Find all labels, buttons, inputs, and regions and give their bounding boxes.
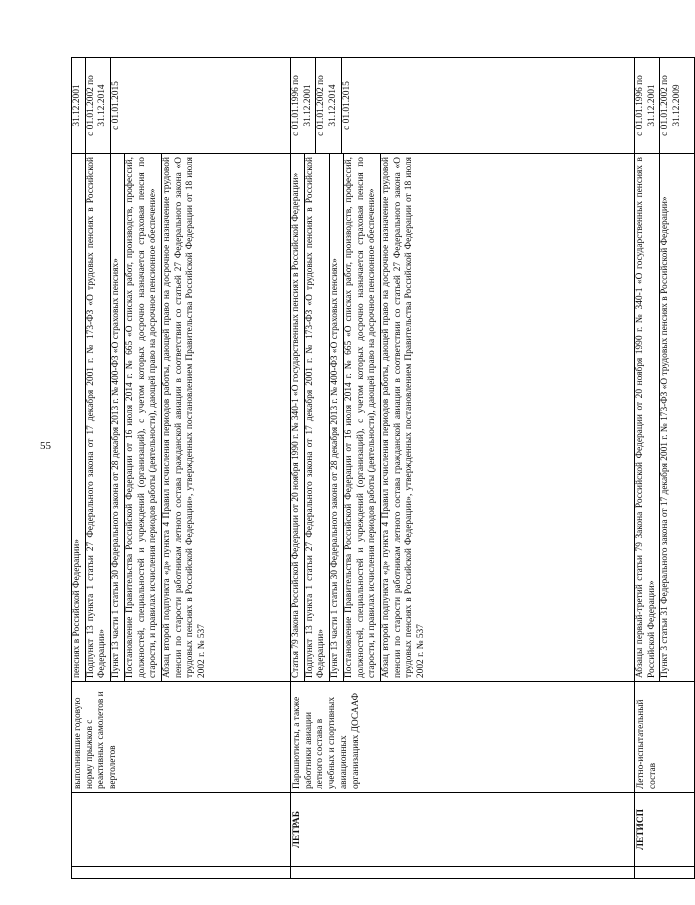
category-line: норму прыжков с [84,719,95,789]
legal-basis-item: Подпункт 13 пункта 1 статьи 27 Федерального закона от 17 декабря 2001 г. № 173-ФЗ «О трудовых пенсиях в Российской Федерации» [86,154,111,681]
category-line: выполнившие годовую [73,697,83,789]
row-number-cell [72,867,291,879]
category-line: учебных и спортивных [327,696,338,789]
category-cell [72,682,291,793]
legal-basis-item: пенсиях в Российской Федерации» [72,154,86,681]
period-item: с 01.01.1996 по 31.12.2001 [635,58,660,153]
category-line: состав [647,762,658,789]
legal-basis-item: Абзацы первый-третий статьи 79 Закона Российской Федерации от 20 ноября 1990 г. № 340-1 «О государственных пенсиях в Российской Федерации» [635,154,660,681]
legal-basis-item: Абзац второй подпункта «д» пункта 4 Правил исчисления периодов работы, дающей право на досрочное назначение трудовой пенсии по старости работникам летного состава гражданской авиации в соответствии со статьей 27 Федерального закона «О трудовых пенсиях в Российской Федерации», утвержденных постановлением Правительства Российской Федерации от 18 июля 2002 г. № 537 [161,157,208,678]
table-row [72,58,291,879]
period-cell [291,58,635,154]
period-cell [72,58,291,154]
pension-table [71,57,695,879]
code-cell [72,793,291,867]
period-item: с 01.01.2015 [341,81,352,130]
category-line: организациях ДОСААФ [350,692,361,789]
page-number: 55 [40,440,51,452]
category-cell [635,682,695,793]
category-line: работники авиации [303,711,314,789]
category-line: реактивных самолетов и [96,691,107,789]
table-row [291,58,635,879]
code-cell: ЛЕТРАБ [291,793,635,867]
legal-basis-cell [635,154,695,682]
period-item: с 01.01.2002 по 31.12.2014 [316,58,341,153]
rotated-table-sheet [71,58,683,879]
legal-basis-item: Пункт 13 части 1 статьи 30 Федерального закона от 28 декабря 2013 г. № 400-ФЗ «О страховых пенсиях» [330,154,344,681]
category-line: Парашютисты, а также [292,696,302,789]
category-line: вертолетов [108,745,119,789]
legal-basis-item: Постановление Правительства Российской Федерации от 16 июля 2014 г. № 665 «О списках работ, производств, профессий, должностей, специальностей и учреждений (организаций), с учетом которых досрочно назначается страховая пенсия по старости, и правилах исчисления периодов работы (деятельности), дающей право на досрочное пенсионное обеспечение» [125,154,162,681]
row-number-cell [635,867,695,879]
category-line: Летно-испытательный [636,699,646,789]
period-item: с 01.01.1996 по 31.12.2001 [291,58,316,153]
category-line: летного состава в [315,718,326,789]
table-row [635,58,695,879]
legal-basis-item: Подпункт 13 пункта 1 статьи 27 Федерального закона от 17 декабря 2001 г. № 173-ФЗ «О трудовых пенсиях в Российской Федерации» [305,154,330,681]
legal-basis-item: Абзац второй подпункта «д» пункта 4 Правил исчисления периодов работы, дающей право на досрочное назначение трудовой пенсии по старости работникам летного состава гражданской авиации в соответствии со статьей 27 Федерального закона «О трудовых пенсиях в Российской Федерации», утвержденных постановлением Правительства Российской Федерации от 18 июля 2002 г. № 537 [380,157,427,678]
row-number-cell [291,867,635,879]
legal-basis-cell [72,154,291,682]
legal-basis-item: Пункт 3 статьи 31 Федерального закона от 17 декабря 2001 г. № 173-ФЗ «О трудовых пенсиях в Российской Федерации» [660,196,671,678]
legal-basis-item: Постановление Правительства Российской Федерации от 16 июля 2014 г. № 665 «О списках работ, производств, профессий, должностей, специальностей и учреждений (организаций), с учетом которых досрочно назначается страховая пенсия по старости, и правилах исчисления периодов работы (деятельности), дающей право на досрочное пенсионное обеспечение» [344,154,381,681]
category-cell [291,682,635,793]
legal-basis-item: Пункт 13 части 1 статьи 30 Федерального закона от 28 декабря 2013 г. № 400-ФЗ «О страховых пенсиях» [111,154,125,681]
period-cell [635,58,695,154]
period-item: с 01.01.2015 [111,81,122,130]
period-item: 31.12.2001 [72,58,86,153]
period-item: с 01.01.2002 по 31.12.2009 [660,75,683,136]
legal-basis-item: Статья 79 Закона Российской Федерации от 20 ноября 1990 г. № 340-1 «О государственных пенсиях в Российской Федерации» [291,154,305,681]
period-item: с 01.01.2002 по 31.12.2014 [86,58,111,153]
code-cell: ЛЕТИСП [635,793,695,867]
category-line: авиационных [338,735,349,789]
legal-basis-cell [291,154,635,682]
